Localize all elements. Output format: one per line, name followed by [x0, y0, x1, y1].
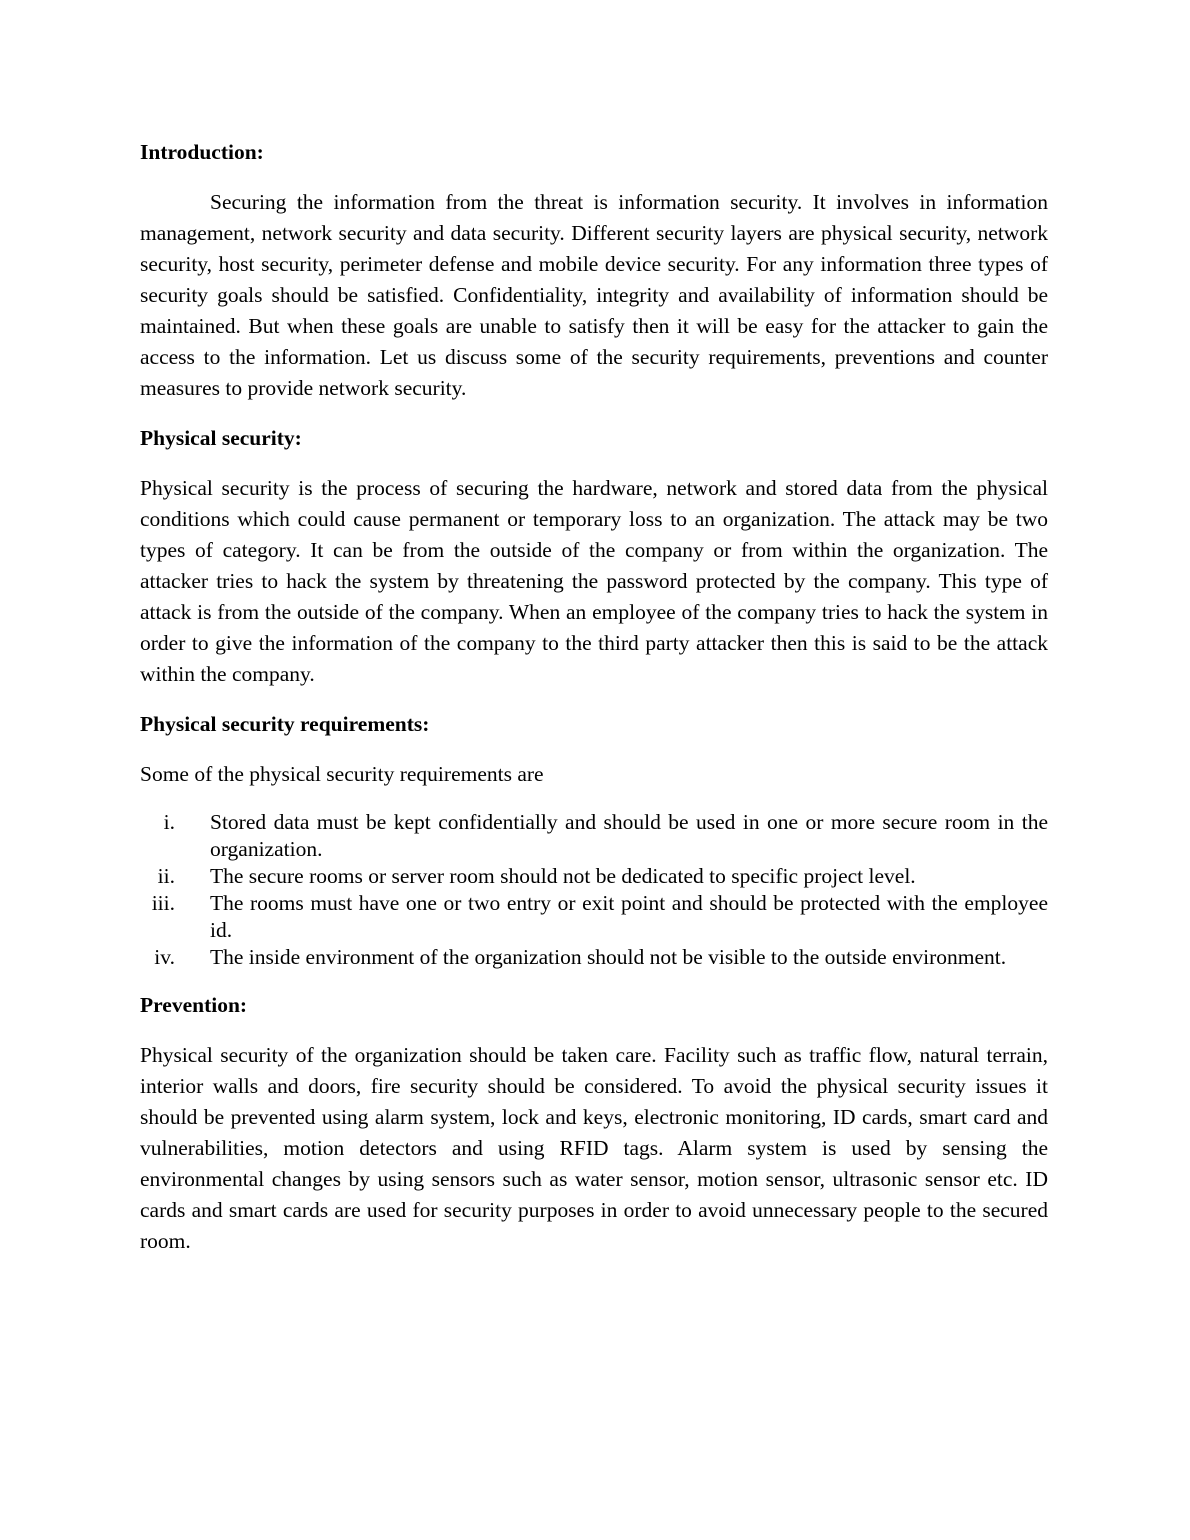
- requirements-lead: Some of the physical security requirements are: [140, 762, 544, 786]
- prevention-heading: Prevention:: [140, 993, 248, 1017]
- list-item-text: The secure rooms or server room should not be dedicated to specific project level.: [210, 864, 916, 888]
- list-item: [140, 890, 1048, 944]
- list-item: [140, 809, 1048, 863]
- list-item-number: ii.: [157, 864, 175, 888]
- requirements-heading: Physical security requirements:: [140, 712, 430, 736]
- physical-security-heading: Physical security:: [140, 426, 302, 450]
- list-item-text: The inside environment of the organization should not be visible to the outside environment.: [210, 945, 1007, 969]
- prevention-paragraph: Physical security of the organization should be taken care. Facility such as traffic flow, natural terrain, interior walls and doors, fire security should be considered. To avoid the physical security issues it should be prevented using alarm system, lock and keys, electronic monitoring, ID cards, smart card and vulnerabilities, motion detectors and using RFID tags. Alarm system is used by sensing the environmental changes by using sensors such as water sensor, motion sensor, ultrasonic sensor etc. ID cards and smart cards are used for security purposes in order to avoid unnecessary people to the secured room.: [140, 1043, 1048, 1253]
- list-item-text: The rooms must have one or two entry or exit point and should be protected with the employee id.: [210, 891, 1048, 942]
- introduction-paragraph: Securing the information from the threat is information security. It involves in information management, network security and data security. Different security layers are physical security, network security, host security, perimeter defense and mobile device security. For any information three types of security goals should be satisfied. Confidentiality, integrity and availability of information should be maintained. But when these goals are unable to satisfy then it will be easy for the attacker to gain the access to the information. Let us discuss some of the security requirements, preventions and counter measures to provide network security.: [140, 190, 1048, 400]
- list-item-number: iii.: [151, 891, 175, 915]
- list-item-text: Stored data must be kept confidentially and should be used in one or more secure room in the organization.: [210, 810, 1048, 861]
- list-item: [140, 863, 1048, 890]
- physical-security-paragraph: Physical security is the process of securing the hardware, network and stored data from the physical conditions which could cause permanent or temporary loss to an organization. The attack may be two types of category. It can be from the outside of the company or from within the organization. The attacker tries to hack the system by threatening the password protected by the company. This type of attack is from the outside of the company. When an employee of the company tries to hack the system in order to give the information of the company to the third party attacker then this is said to be the attack within the company.: [140, 476, 1048, 686]
- document-page: [140, 137, 1048, 1276]
- list-item-number: i.: [163, 810, 175, 834]
- list-item: [140, 944, 1048, 971]
- requirements-list: [140, 809, 1048, 971]
- list-item-number: iv.: [154, 945, 175, 969]
- introduction-heading: Introduction:: [140, 140, 264, 164]
